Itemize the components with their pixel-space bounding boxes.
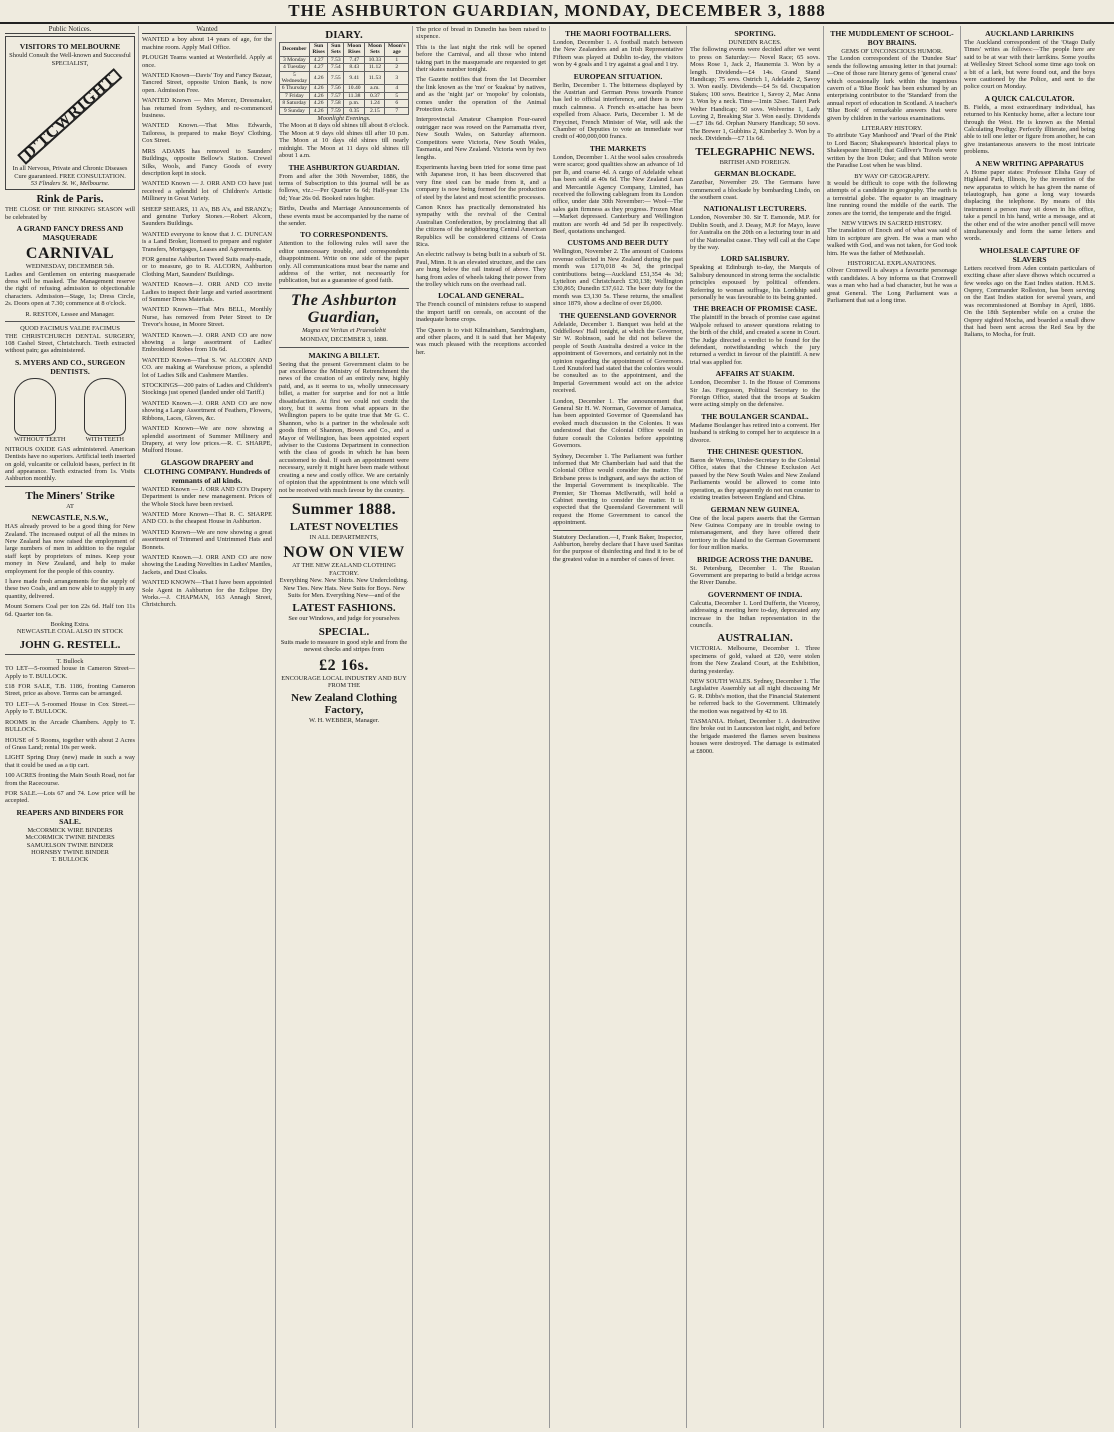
local-heading: LOCAL AND GENERAL. [438,291,524,301]
diary-cell: 7.56 [328,85,344,92]
let-item: 100 ACRES fronting the Main South Road, not far from the Racecourse. [5,772,135,787]
glasgow-heading: GLASGOW DRAPERY and CLOTHING COMPANY. Hundreds of remnants of all kinds. [143,457,271,485]
myers-body: NITROUS OXIDE GAS administered. American Dentists have no superiors. Artificial teeth inserted on gold, vulcanite or celluloid bases, perfect in fit and appearance. Teeth extracted from 1s. Visits Ashburton monthly. [5,445,135,483]
news-body: London, December 1. In the House of Commons Sir Jas. Fergusson, Political Secretary to the Foreign Office, stated that the troops at Suakim were acting simply on the defensive. [690,379,820,409]
news-body: One of the local papers asserts that the German New Guinea Company are in trouble owing to mismanagement, and they have offered their territory in the Island to the German Government for four million marks. [690,514,820,552]
binder-item: HORNSBY TWINE BINDER [31,848,109,856]
news-heading: THE BREACH OF PROMISE CASE. [693,304,817,314]
coal-prices: Mount Somers Coal per ton 22s 6d. Half ton 11s 6d. Quarter ton 6s. [5,603,135,618]
diary-cell: 4.26 [309,85,328,92]
latest-fashions: LATEST FASHIONS. [292,602,396,615]
diary-row [280,64,409,71]
news-body: Madame Boulanger has retired into a convent. Her husband is striking to compel her to acquiesce in a divorce. [690,421,820,444]
wanted-item: MRS ADAMS has removed to Saunders' Buildings, opposite Bellow's Station. Crewel Silks, Wools, and Fancy Goods of every description kept in stock. [142,147,272,177]
diary-cell: 9.41 [344,71,365,85]
statutory-declaration: Statutory Declaration.—I, Frank Baker, Inspector, Ashburton, hereby declare that I have used Sanitas for the purpose of disinfecting and find it to be of the greatest value in a number of cases of fever. [553,533,683,563]
wanted-item: WANTED Known—That Mrs BELL, Monthly Nurse, has removed from Peter Street to Dr Trevor's house, in Moore Street. [142,306,272,329]
telegraphic-heading: TELEGRAPHIC NEWS. [695,145,815,158]
wanted-item: FOR genuine Ashburton Tweed Suits ready-made, or to measure, go to R. ALCORN, Ashburton Clothing Mart, Saunders' Buildings. [142,255,272,278]
diary-cell: 11.53 [365,71,385,85]
slavers-body: Letters received from Aden contain particulars of exciting chase after slave dhows which occurred a few weeks ago on the East Indies station. H.M.S. Osprey, Commander Rolleston, has been serving on the East Indies station for several years, and was recommissioned at Bombay in April, 1886. On the 18th September while on a cruise the Osprey sighted Mocha, and boarded a small dhow that had been sent across the Red Sea by the Italians, to Mocha, for fruit. [964,264,1095,339]
strike-place: NEWCASTLE, N.S.W., [31,513,109,523]
column-5 [550,26,687,1428]
rink-heading: Rink de Paris. [36,193,104,206]
diary-row [280,56,409,63]
diary-cell: 7.57 [328,92,344,99]
telegraphic-sub: BRITISH AND FOREIGN. [719,158,791,166]
rink-event: A GRAND FANCY DRESS AND MASQUERADE [16,224,124,243]
column-8 [961,26,1098,1428]
masthead: THE ASHBURTON GUARDIAN, MONDAY, DECEMBER 3, 1888 [0,0,1114,24]
customs-body: Wellington, November 2. The amount of Customs revenue collected in New Zealand during the past month was £170,018 4s 3d, the principal contributions being—Auckland £51,354 4s 3d; Lyttelton and Christchurch £30,138; Wellington £30,865; Dunedin £37,612. The beer duty for the month was £3,130 5s. These returns, the smallest since 1879, show a decline of over £6,000. [553,248,683,308]
logo-tagline: In all Nervous, Private and Chronic Diseases [12,165,128,173]
diary-col-header: Sun Rises [309,43,328,57]
special-heading: SPECIAL. [318,625,370,638]
strike-at: AT [66,502,74,510]
notices: Births, Deaths and Marriage Announcements of these events must be accompanied by the name of the sender. [279,205,409,227]
diary-cell: 4 [385,85,409,92]
news-heading: BRIDGE ACROSS THE DANUBE. [697,554,813,564]
suits-text: Suits made to measure in good style and from the newest checks and stripes from [280,638,408,654]
factory-name: New Zealand Clothing Factory, [291,692,397,717]
wanted-item: WANTED Known.—J. ORR AND CO are now showing a large assortment of Ladies' Embroidered Robes from 10s 6d. [142,331,272,354]
column-heading: Public Notices. [5,26,135,34]
diary-cell: 0.35 [344,107,365,114]
diary-cell: 11.12 [365,64,385,71]
diary-cell: 4.26 [309,100,328,107]
binder-item: McCORMICK WIRE BINDERS [27,826,113,834]
diary-cell: 4.26 [309,107,328,114]
caption-with-teeth: WITH TEETH [85,436,125,444]
local-item: Canon Knox has practically demonstrated his sympathy with the revival of the Central Australian Confederation, by proclaiming that all the citizens of the neighbouring Central American Republics will be considered citizens of Costa Rica. [416,203,546,248]
caption-without-teeth: WITHOUT TEETH [14,436,66,444]
sporting-heading: SPORTING. [734,29,776,38]
wanted-item: WANTED Known—J. ORR AND CO invite Ladies to inspect their large and varied assortment of Summer Dress Materials. [142,281,272,303]
specialist-address: 53 Flinders St. W., Melbourne. [30,180,110,188]
diary-cell: 7 Friday [280,92,310,99]
diary-cell: 0.37 [365,92,385,99]
news-heading: THE BOULANGER SCANDAL. [701,411,809,421]
diary-cell: 7.55 [328,71,344,85]
news-heading: GERMAN NEW GUINEA. [710,504,800,514]
news-body: NEW SOUTH WALES. Sydney, December 1. The Legislative Assembly sat all night discussing Mr G. R. Dibbs's motion, that the Financial Statement be referred back to the Government. Ultimately the motion was negatived by 42 to 18. [690,678,820,715]
let-item: £18 FOR SALE, T.B. 1186, fronting Cameron Street, price as above. Terms can be arranged. [5,683,135,698]
diary-cell: 6 Thursday [280,85,310,92]
diary-table [279,42,409,115]
dunedin-races: DUNEDIN RACES. [728,39,782,46]
diary-sub: Moonlight Evenings. [317,115,371,123]
queensland-body: Sydney, December 1. The Parliament was further informed that Mr Chamberlain had said that the Colonial Office would consider the matter. The Brisbane press is indignant, and says the action of the Imperial Government is inexplicable. The Premier, Sir Thomas McIlwraith, will hold a Cabinet meeting to consider the matter. It is expected that the Queensland Government will request the Home Government to cancel the appointment. [553,452,683,527]
australian-heading: AUSTRALIAN. [717,632,793,645]
wanted-item: WANTED Known—We are now showing a great assortment of Trimmed and Untrimmed Hats and Bonnets. [142,528,272,551]
logo-text: D'TCWRIGHT [17,68,122,165]
diary-col-header: Sun Sets [328,43,344,57]
news-body: London, November 30. Sir T. Esmonde, M.P. for Dublin South, and J. Deasy, M.P. for Mayo, leave for Australia on the 20th on a lecturing tour in aid of the Nationalist cause. They will call at the Cape by the way. [690,214,820,251]
diary-cell: 4.26 [309,71,328,85]
let-item: LIGHT Spring Dray (new) made in such a way that it could be used as a tip cart. [5,754,135,769]
correspondents-heading: TO CORRESPONDENTS. [300,230,388,240]
queensland-heading: THE QUEENSLAND GOVERNOR [559,310,677,320]
diary-col-header: Moon Sets [365,43,385,57]
carnival-body: Ladies and Gentlemen on entering masquerade dress will be masked. The Management reserve the right of refusing admission to objectionable characters. Admission—Stage, 1s; Dress Circle, 2s. Doors open at 7.30; commence at 8 o'clock. [5,270,135,308]
column-2 [139,26,276,1428]
markets-body: London, December 1. At the wool sales crossbreds were scarce; good qualities show an advance of 1d per lb, and coarse 4d. A cargo of Adelaide wheat has been sold at 40s 6d. The New Zealand Loan and Mercantile Agency Company, Limited, has received the following cablegram from its London office, under date 30th November:— Wool—The sales gain firmness as they progress. Frozen Meat—Market depressed. Canterbury and Wellington mutton are worth 4d and 5d per lb respectively. Beef, quotations unchanged. [553,153,683,235]
wanted-item: WANTED Known.—J. ORR AND CO are now showing the Leading Novelties in Ladies' Mantles, Jackets, and Dust Cloaks. [142,553,272,576]
wanted-item: WANTED a boy about 14 years of age, for the machine room. Apply Mail Office. [142,36,272,51]
customs-heading: CUSTOMS AND BEER DUTY [567,238,669,248]
diary-cell: 4 Tuesday [280,64,310,71]
nameplate: The Ashburton Guardian, [291,291,397,326]
local-item: The price of bread in Dunedin has been raised to sixpence. [416,26,546,41]
local-item: This is the last night the rink will be opened before the Carnival, and all those who intend taking part in the masquerade are requested to get their skates number tonight. [416,43,546,74]
slavers-heading: WHOLESALE CAPTURE OF SLAVERS [979,245,1080,264]
diary-row [280,107,409,114]
let-item: TO LET—A 5-roomed House in Cox Street.—Apply to T. BULLOCK. [5,700,135,716]
diary-col-header: Moon Rises [344,43,365,57]
local-item: The Gazette notifies that from the 1st December the link known as the 'mo' or 'kuakua' by natives, and as the 'night jar' or 'mopoke' by colonists, comes under the operation of the Animal Protection Acts. [416,76,546,114]
diary-cell: 6 [385,100,409,107]
news-body: Speaking at Edinburgh to-day, the Marquis of Salisbury denounced in strong terms the socialistic principles espoused by political offenders. Referring to woman suffrage, his Lordship said personally he was favourable to its being granted. [690,264,820,301]
muddlement-heading: THE MUDDLEMENT OF SCHOOL-BOY BRAINS. [830,29,954,47]
local-item: Interprovincial Amateur Champion Four-oared outrigger race was rowed on the Parramatta river, New South Wales, on Saturday afternoon. Competitors were Victoria, New South Wales, Tasmania, and New Zealand. Victoria won by two lengths. [416,116,546,161]
wanted-item: WANTED Known — J. ORR AND CO have just received a splendid lot of Children's Artistic Millinery in Great Variety. [142,180,272,203]
carnival-date: WEDNESDAY, DECEMBER 5th. [25,263,115,271]
diary-row [280,100,409,107]
diary-row [280,92,409,99]
queensland-body: Adelaide, December 1. Banquet was held at the Oddfellows' Hall tonight, at which the Governor, Sir W. Robinson, said he did not believe the people of South Australia desired a voice in the appointment of Governors, and certainly not in the opinion regarding the appointment of Governors. Lord Knutsford had stated that the colonies would be consulted as to the appointment, and the Imperial Government would act on the advice received. [553,320,683,395]
newspaper-page [2,26,1112,1428]
diary-col-header: December [280,43,310,57]
latest-novelties: LATEST NOVELTIES [289,520,399,533]
issue-date: MONDAY, DECEMBER 3, 1888. [300,336,388,344]
bullock-heading: T. Bullock [56,657,84,665]
sacred-heading: NEW VIEWS IN SACRED HISTORY. [841,219,943,227]
rink-signature: R. RESTON, Lessee and Manager. [25,310,115,318]
binders-signature: T. BULLOCK [51,856,89,864]
column-3 [276,26,413,1428]
now-on-view: NOW ON VIEW [283,544,405,562]
diary-cell: 4.26 [309,92,328,99]
summer-heading: Summer 1888. [291,500,397,518]
diary-cell: 4.27 [309,56,328,63]
column-7 [824,26,961,1428]
diary-cell: 10.33 [365,56,385,63]
wanted-item: SHEEP SHEARS, 11 A's, BB A's, and BRANZ's; and genuine Turkey Stones.—Robert Alcorn, Saunders Buildings. [142,205,272,228]
booking: Booking Extra. [50,621,90,629]
factory-manager: W. H. WEBBER, Manager. [308,717,380,725]
carnival-heading: CARNIVAL [25,245,115,263]
dr-wright-logo [8,70,132,162]
diary-cell: a.m. [365,85,385,92]
encourage: ENCOURAGE LOCAL INDUSTRY AND BUY FROM THE [281,674,407,689]
let-item: HOUSE of 5 Rooms, together with about 2 Acres of Grass Land; rental 10s per week. [5,736,135,751]
at-the: AT THE NEW ZEALAND CLOTHING FACTORY. [292,562,396,577]
visitors-sub: Should Consult the Well-known and Successful SPECIALIST, [9,52,131,67]
news-heading: GOVERNMENT OF INDIA. [707,589,803,599]
diary-cell: 7.53 [328,56,344,63]
news-heading: LORD SALISBURY. [720,254,790,264]
diary-cell: 3 Monday [280,56,310,63]
geo-body: It would be difficult to cope with the following attempts of a candidate in geography. The earth is a terrestrial globe. The equator is an imaginary line running round the middle of the earth. The zones are the torrid, the temperate and the frigid. [827,179,957,217]
hist-heading: HISTORICAL EXPLANATIONS. [847,259,937,267]
maori-heading: THE MAORI FOOTBALLERS. [565,29,671,38]
leader-heading: MAKING A BILLET. [308,350,380,360]
calculator-heading: A QUICK CALCULATOR. [984,93,1075,103]
wanted-item: STOCKINGS—200 pairs of Ladies and Children's Stockings just opened (landed under old Tariff.) [142,382,272,397]
diary-cell: 5 Wednesday [280,71,310,85]
diary-cell: 7.54 [328,64,344,71]
guardian-terms: From and after the 30th November, 1886, the terms of Subscription to this journal will be as follows, viz.:—Per Quarter 6s 6d; Half-year 13s 0d; Year 26s 0d. Booked rates higher. [279,172,409,202]
diary-cell: 1.24 [365,100,385,107]
column-6 [687,26,824,1428]
diary-cell: 7.47 [344,56,365,63]
motto: QUOD FACIMUS VALDE FACIMUS [20,325,120,333]
diary-cell: 2.15 [365,107,385,114]
news-body: TASMANIA. Hobart, December 1. A destructive fire broke out in Launceston last night, and before the brigade mastered the flames seven business houses were destroyed. The damage is estimated at £8000. [690,718,820,755]
strike-heading: The Miners' Strike [25,489,115,502]
news-body: VICTORIA. Melbourne, December 1. Three specimens of gold, valued at £20, were stolen from the New Zealand Court, at the Exhibition, during yesterday. [690,645,820,675]
wanted-item: WANTED Known.—J. ORR AND CO are now showing a Large Assortment of Feathers, Flowers, Ribbons, Laces, Gloves, &c. [142,399,272,422]
everything-new: Everything New. New Shirts. New Underclothing. New Ties. New Hats. New Suits for Boys. New Suits for Men. Everything New—and of the [279,577,409,599]
wanted-item: WANTED More Known—That R. C. SHARPE AND CO. is the cheapest House in Ashburton. [142,510,272,526]
dental-notice: THE CHRISTCHURCH DENTAL SURGERY, 108 Cashel Street, Christchurch. Teeth extracted without pain; gas administered. [5,332,135,355]
muddlement-sub: GEMS OF UNCONSCIOUS HUMOR. [841,48,943,55]
teeth-illustration [5,379,135,443]
diary-cell: 3 [385,71,409,85]
sporting-body: The following events were decided after we went to press on Saturday:— Novel Race; 65 sovs. Moss Rose 1, Jack 2, Haunemia 3. Won by a length. Dividends—£4 14s. Grand Stand Handicap; 75 sovs. Ostrich 1, Adelaide 2, Savoy 3. Won easily. Dividends—£4 5s 6d. Oscupation Stakes; 100 sovs. Beatrice 1, Savoy 2, Mac Anna 3. Won by a neck. Time—1min 32sec. Taieri Park Welter Handicap; 50 sovs. Wolverine 1, Lady Loving 2, Breaking Star 3. Won easily. Dividends—£7 18s 6d. Orphan Nursery Handicap; 50 sovs. The Brewer 1, Gubbins 2, Kimberley 3. Won by a neck. Dividends—£7 11s 6d. [690,46,820,143]
nameplate-motto: Magna est Veritas et Praevalebit [302,326,386,334]
specialist-ad [5,36,135,190]
larrikins-heading: AUCKLAND LARRIKINS [985,29,1074,38]
diary-cell: 5 [385,92,409,99]
myers-heading: S. MYERS AND CO., SURGEON DENTISTS. [15,357,125,376]
diary-row [280,71,409,85]
binder-item: SAMUELSON TWINE BINDER [26,841,114,849]
hist-body: Oliver Cromwell is always a favourite personage with candidates. A boy informs us that Cromwell was a man who had a bad character, but he was a great General. The Long Parliament was a Parliament that sat a long time. [827,267,957,304]
wanted-item: WANTED Known—We are now showing a splendid assortment of Summer Millinery and Drapery, at very low prices.—R. C. SHARPE, Mulford House. [142,425,272,455]
diary-cell: 9 Sunday [280,107,310,114]
geo-heading: BY WAY OF GEOGRAPHY. [854,172,930,180]
coal-also: NEWCASTLE COAL ALSO IN STOCK [16,628,124,636]
lit-heading: LITERARY HISTORY. [861,125,923,133]
logo-footer: Cure guaranteed. FREE CONSULTATION. [14,172,126,180]
diary-cell: 8.43 [344,64,365,71]
let-item: TO LET—5-roomed house in Cameron Street—Apply to T. BULLOCK. [5,665,135,680]
diary-cell: 7 [385,107,409,114]
news-body: Calcutta, December 1. Lord Dufferin, the Viceroy, addressing a meeting here to-day, deprecated any increase in the Indian representation in the councils. [690,599,820,629]
wanted-item: WANTED Known.—That Miss Edwards, Tailoress, is prepared to make Boys' Clothing. Cox Street. [142,122,272,145]
wanted-item: WANTED KNOWN—That I have been appointed Sole Agent in Ashburton for the Eclipse Dry Works.—J. CHAPMAN, 163 Annagh Street, Christchurch. [142,579,272,609]
guardian-heading: THE ASHBURTON GUARDIAN. [288,162,400,172]
lit-body: To attribute 'Gay Manhood' and 'Pearl of the Pink' to Lord Bacon; Shakespeare's historical plays to Shakespeare himself; that Gulliver's Travels were written by the Iron Duke; and that Milton wrote the Paradise Lost when he was blind. [827,132,957,170]
diary-cell: 2 [385,64,409,71]
diary-cell: 10.40 [344,85,365,92]
leader-body: Seeing that the present Government claim to be par excellence the Ministry of Retrenchment the news of the creation of an entirely new, highly paid, and, as it seems to us, wholly unnecessary billet, a matter for surprise and for not a little dissatisfaction. At first we could not credit the story, but it seems from what appears in the Wellington papers to be quite true that Mr G. C. Shannon, who is a partner in the wholesale soft goods firm of Shannon, Bowes and Co., and a Mayor of Wellington, has been appointed expert adviser to the Customs Department in connection with the class of goods in which he has been accustomed to deal. If such an appointment were necessary, surely it might have been made without creating a new and costly office. We are certainly of opinion that the appointment is one which will not be received with much favour by the country. [279,360,409,494]
local-item: The Queen is to visit Kilmainham, Sandringham, and other places, and it is said that her Majesty was much pleased with the receptions accorded her. [416,326,546,356]
see-windows: See our Windows, and judge for yourselves [288,615,400,623]
news-heading: AFFAIRS AT SUAKIM. [715,369,795,379]
local-item: The French council of ministers refuse to suspend the import tariff on cereals, on account of the inadequate home crops. [416,301,546,324]
correspondents-body: Attention to the following rules will save the editor unnecessary trouble, and correspondents disappointment. Write on one side of the paper only. All communications must bear the name and address of the writer, not necessarily for publication, but as a guarantee of good faith. [279,240,409,285]
local-item: An electric railway is being built in a suburb of St. Paul, Minn. It is an elevated structure, and the cars are hung below the rail instead of above. They hang from axles of wheels taking their power from the trolley which runs on the overhead rail. [416,251,546,288]
strike-body: HAS already proved to be a good thing for New Zealand. The increased output of all the mines in New Zealand has now raised the employment of large numbers of men in addition to the regular staff kept by proprietors of mines. Keep your money in New Zealand, and help to make employment for the people of this country. [5,523,135,575]
diary-cell: 11.38 [344,92,365,99]
restell-heading: JOHN G. RESTELL. [19,638,121,651]
diary-cell: p.m. [344,100,365,107]
news-body: St. Petersburg, December 1. The Russian Government are preparing to build a bridge across the River Danube. [690,564,820,587]
euro-body: Berlin, December 1. The bitterness displayed by the Austrian and German Press towards France has led to official interference, and there is now much calmness. A French ex-attache has been expelled from Alsace. Paris, December 1. M de Freycinet, French Minister of War, will ask the Chamber of Deputies to vote an immediate war credit of 400,000,000 francs. [553,81,683,141]
reapers-heading: REAPERS AND BINDERS FOR SALE. [16,807,124,826]
diary-heading: DIARY. [325,29,363,41]
calculator-body: B. Fields, a most extraordinary individual, has returned to his Kentucky home, after a lecture tour through the West. He is known as the Mental Calculating Prodigy. Perfectly illiterate, and being able to tell one letter or figure from another, he can give instantaneous answers to the most intricate problems. [964,103,1095,156]
wanted-item: PLOUGH Teams wanted at Westerfield. Apply at once. [142,54,272,69]
wanted-item: WANTED Known — Mrs Mercer, Dressmaker, has returned from Sydney, and re-commenced business. [142,97,272,120]
diary-cell: 7.59 [328,107,344,114]
diary-col-header: Moon's age [385,43,409,57]
binder-item: McCORMICK TWINE BINDERS [25,834,115,842]
local-item: Experiments having been tried for some time past with Japanese iron, it has been discovered that very fine steel can be made from it, and a company is now being formed for the production of steel by the latest and most scientific processes. [416,163,546,201]
muddlement-body: The London correspondent of the 'Dundee Star' sends the following amusing letter in that journal:—One of those rare literary gems of 'general crass' which occasionally lurk within the ingenious cavern of a 'Blue Book' has been exhumed by an enterprising contributor to the 'Standard' from the annual report of education in Scotland. A teacher's 'Blue Book' of remarkable answers that were given by children in the various examinations. [827,55,957,122]
diary-cell: 8 Saturday [280,100,310,107]
let-item: FOR SALE.—Lots 67 and 74. Low price will be accepted. [5,789,135,805]
wanted-item: WANTED Known — J. ORR AND CO's Drapery Department is under new management. Prices of the Whole Stock have been revised. [142,485,272,508]
queensland-body: London, December 1. The announcement that General Sir H. W. Norman, Governor of Jamaica, has been appointed Governor of Queensland has evoked much discussion in the Colonies. It was understood that the Colonial Office would in future consult the Colonies before appointing Governors. [553,397,683,450]
in-all: IN ALL DEPARTMENTS, [309,533,379,541]
wanted-item: WANTED Known—That S. W. ALCORN AND CO. are making at Warehouse prices, a splendid lot of Ladies Silk and Cashmere Mantles. [142,356,272,379]
wanted-item: WANTED everyone to know that J. C. DUNCAN is a Land Broker, licensed to prepare and register Transfers, Mortgages, Leases and Agreements. [142,230,272,253]
visitors-heading: VISITORS TO MELBOURNE [19,42,121,52]
news-body: Baron de Worms, Under-Secretary to the Colonial Office, states that the Chinese Exclusion Act passed by the New South Wales and New Zealand Parliaments would be allowed to come into operation, as they apparently do not run counter to existing treaties between England and China. [690,457,820,502]
news-body: The plaintiff in the breach of promise case against Walpole refused to answer questions relating to the birth of the child, and created a scene in Court. The Judge directed a verdict to be found for the defendant, notwithstanding which the jury returned a verdict in favour of the plaintiff. A new trial was applied for. [690,314,820,366]
sacred-body: The translation of Enoch and of what was said of him in scripture are given. He was a man who walked with God, and was not taken, for God took him. He was the father of Methuselah. [827,227,957,257]
diary-cell: 7.58 [328,100,344,107]
face-with-teeth [84,378,126,436]
column-4 [413,26,550,1428]
suit-price: £2 16s. [319,656,369,674]
markets-heading: THE MARKETS [589,143,647,153]
news-heading: THE CHINESE QUESTION. [706,447,803,457]
rink-body: THE CLOSE OF THE RINKING SEASON will be celebrated by [5,206,135,221]
writing-heading: A NEW WRITING APPARATUS [975,158,1084,168]
news-body: Zanzibar, November 29. The Germans have commenced a blockade by bombarding Lindo, on the southern coast. [690,179,820,201]
larrikins-body: The Auckland correspondent of the 'Otago Daily Times' writes as follows:—The people here are said to be at war with their larrikins. Some youths at Wellesley Street School some time ago took on a bit of a lark, but were found out, and the boys were cautioned by the Police, and sent to the police court on Monday. [964,39,1095,91]
column-heading: Wanted [142,26,272,34]
diary-cell: 1 [385,56,409,63]
column-1 [2,26,139,1428]
diary-row [280,85,409,92]
news-heading: NATIONALIST LECTURERS. [703,204,807,214]
diary-cell: 4.27 [309,64,328,71]
writing-body: A Home paper states: Professor Elisha Gray of Highland Park, Illinois, by the invention of the new apparatus to which he has given the name of telautograph, has gone a long way towards displacing the telephone. By means of this instrument a person may sit down in his office, take a pencil in his hand, write a message, and at the other end of the wire another pencil will move simultaneously and form the same letters and words. [964,168,1095,243]
maori-body: London, December 1. A football match between the New Zealanders and an Irish Representative Fifteen was played at Dublin to-day, the visitors won by 4 goals and 1 try against a goal and 1 try. [553,39,683,69]
wanted-item: WANTED Known—Davis' Toy and Fancy Bazaar, Tancred Street, opposite Union Bank, is now open. Admission Free. [142,72,272,94]
diary-notes: The Moon at 8 days old shines till about 8 o'clock. The Moon at 9 days old shines till after 10 p.m. The Moon at 10 days old shines till nearly midnight. The Moon at 11 days old shines till about 1 a.m. [279,122,409,160]
news-heading: GERMAN BLOCKADE. [714,169,796,179]
coal-body: I have made fresh arrangements for the supply of these two Coals, and am now able to supply in any quantity, delivered. [5,578,135,600]
face-without-teeth [14,378,56,436]
let-item: ROOMS in the Arcade Chambers. Apply to T. BULLOCK. [5,718,135,734]
euro-heading: EUROPEAN SITUATION. [573,71,663,81]
